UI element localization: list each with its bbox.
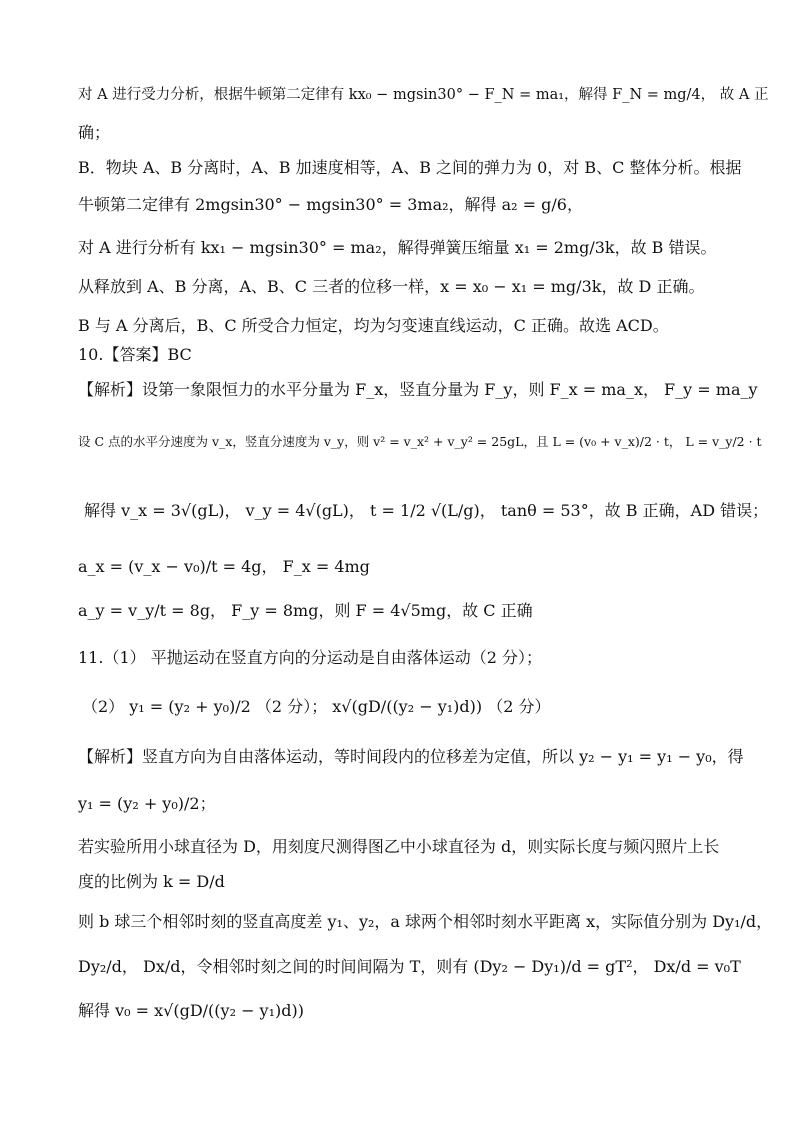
- text-line: B 与 A 分离后，B、C 所受合力恒定，均为匀变速直线运动，C 正确。故选 ACD。: [78, 316, 669, 335]
- section-heading: 10.【答案】BC: [78, 345, 192, 364]
- text-line: （2） y₁ = (y₂ + y₀)/2 （2 分）； x√(gD/((y₂ − y₁)d)) （2 分）: [82, 697, 551, 716]
- text-line: 解得 v₀ = x√(gD/((y₂ − y₁)d)): [78, 1001, 304, 1020]
- text-line: 对 A 进行分析有 kx₁ − mgsin30° = ma₂，解得弹簧压缩量 x₁ = 2mg/3k，故 B 错误。: [78, 238, 717, 257]
- text-line: 度的比例为 k = D/d: [78, 872, 225, 891]
- text-line: 则 b 球三个相邻时刻的竖直高度差 y₁、y₂，a 球两个相邻时刻水平距离 x，实际值分别为 Dy₁/d，: [78, 912, 773, 931]
- text-line: 解得 v_x = 3√(gL)， v_y = 4√(gL)， t = 1/2 √(L/g)， tanθ = 53°，故 B 正确，AD 错误；: [84, 501, 769, 520]
- text-line: 从释放到 A、B 分离，A、B、C 三者的位移一样，x = x₀ − x₁ = mg/3k，故 D 正确。: [78, 277, 705, 296]
- text-line: a_y = v_y/t = 8g， F_y = 8mg，则 F = 4√5mg，故 C 正确: [78, 601, 533, 620]
- text-line: 设 C 点的水平分速度为 v_x，竖直分速度为 v_y，则 v² = v_x² + v_y² = 25gL，且 L = (v₀ + v_x)/2 · t， L = v_y/2 · t: [78, 434, 762, 449]
- text-line: y₁ = (y₂ + y₀)/2；: [78, 794, 216, 813]
- text-line: B．物块 A、B 分离时，A、B 加速度相等，A、B 之间的弹力为 0，对 B、C 整体分析。根据: [78, 158, 742, 177]
- text-line: Dy₂/d， Dx/d，令相邻时刻之间的时间间隔为 T，则有 (Dy₂ − Dy₁)/d = gT²， Dx/d = v₀T: [78, 957, 741, 976]
- text-line: 【解析】竖直方向为自由落体运动，等时间段内的位移差为定值，所以 y₂ − y₁ = y₁ − y₀，得: [78, 747, 744, 766]
- text-line: 确；: [78, 123, 111, 142]
- text-line: 【解析】设第一象限恒力的水平分量为 F_x，竖直分量为 F_y，则 F_x = ma_x， F_y = ma_y: [78, 380, 758, 399]
- text-line: 对 A 进行受力分析，根据牛顿第二定律有 kx₀ − mgsin30° − F_N = ma₁，解得 F_N = mg/4， 故 A 正: [78, 87, 769, 103]
- text-line: 牛顿第二定律有 2mgsin30° − mgsin30° = 3ma₂，解得 a₂ = g/6，: [78, 195, 583, 214]
- section-heading: 11.（1） 平抛运动在竖直方向的分运动是自由落体运动（2 分）；: [78, 648, 542, 667]
- text-line: a_x = (v_x − v₀)/t = 4g， F_x = 4mg: [78, 557, 370, 576]
- text-line: 若实验所用小球直径为 D，用刻度尺测得图乙中小球直径为 d，则实际长度与频闪照片上长: [78, 837, 720, 856]
